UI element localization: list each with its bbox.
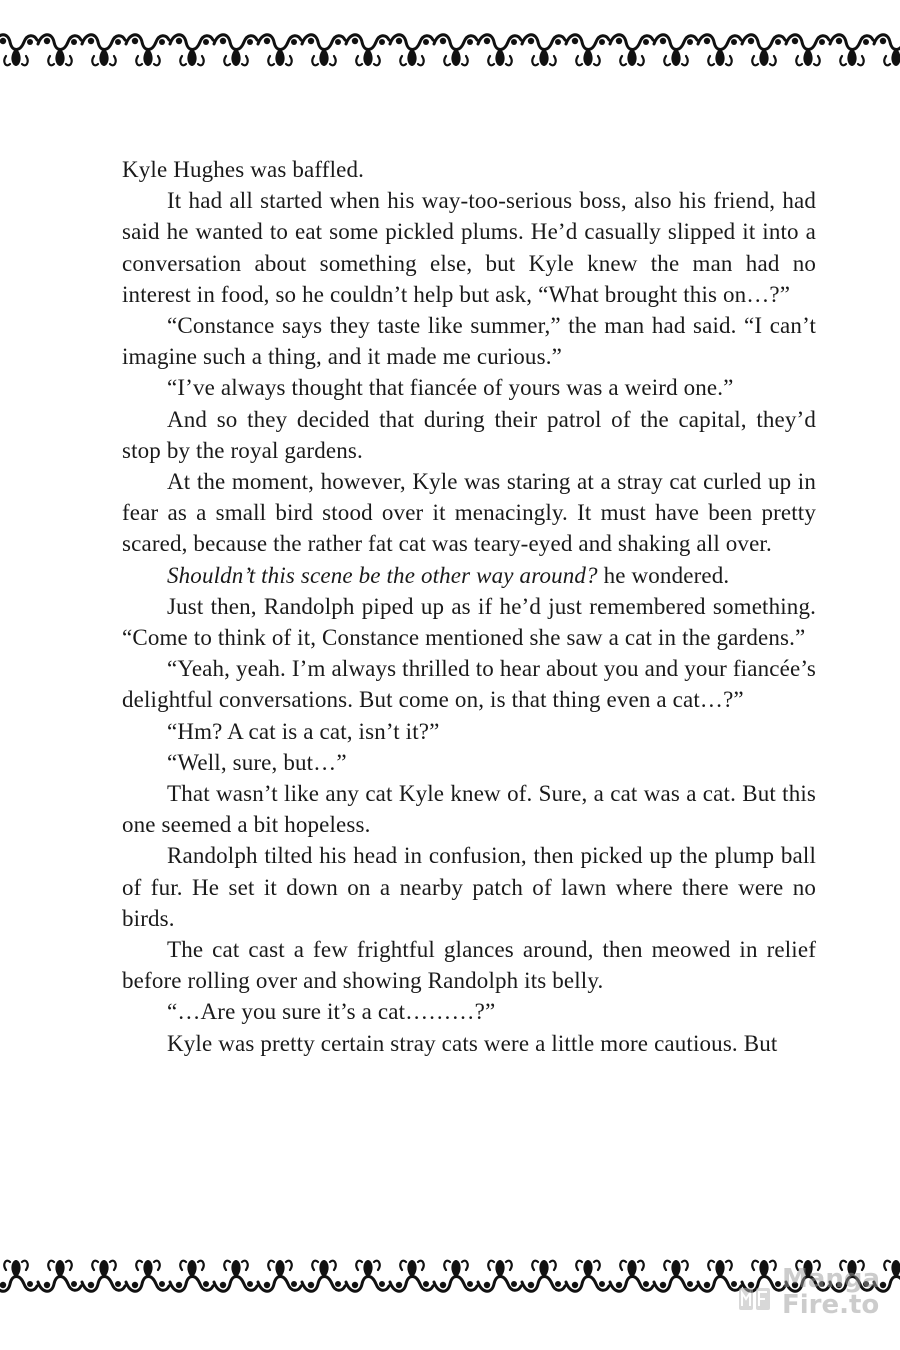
paragraph-text: It had all started when his way-too-serious boss, also his friend, had said he wanted to eat some pickled plums. He’d casually slipped it into a conversation about something else, but Kyle knew the man had no interest in food, so he couldn’t help but ask, “What brought this on…?” xyxy=(122,188,816,307)
paragraph-text: he wondered. xyxy=(597,562,730,588)
paragraph-text: “Constance says they taste like summer,” the man had said. “I can’t imagine such a thing, and it made me curious.” xyxy=(122,313,816,370)
paragraph-text: “I’ve always thought that fiancée of yours was a weird one.” xyxy=(167,375,734,401)
paragraph xyxy=(122,154,816,185)
paragraph-text: And so they decided that during their patrol of the capital, they’d stop by the royal gardens. xyxy=(122,406,816,463)
paragraph xyxy=(122,716,816,747)
top-ornamental-border xyxy=(0,22,900,78)
paragraph-text: “Yeah, yeah. I’m always thrilled to hear about you and your fiancée’s delightful conversations. But come on, is that thing even a cat…?” xyxy=(122,656,816,713)
paragraph xyxy=(122,934,816,996)
paragraph-text: Kyle Hughes was baffled. xyxy=(122,157,365,182)
watermark xyxy=(738,1262,888,1322)
paragraph xyxy=(122,840,816,934)
paragraph xyxy=(122,653,816,715)
paragraph xyxy=(122,996,816,1027)
paragraph-text: Randolph tilted his head in confusion, then picked up the plump ball of fur. He set it down on a nearby patch of lawn where there were no birds. xyxy=(122,843,816,931)
paragraph xyxy=(122,372,816,403)
paragraph xyxy=(122,404,816,466)
watermark-line-2: Fire.to xyxy=(782,1290,880,1320)
paragraph xyxy=(122,747,816,778)
mangafire-logo-icon xyxy=(738,1284,772,1314)
paragraph xyxy=(122,185,816,310)
paragraph-text: Just then, Randolph piped up as if he’d just remembered something. “Come to think of it, Constance mentioned she saw a cat in the gardens.” xyxy=(122,593,816,651)
paragraph-text: At the moment, however, Kyle was staring at a stray cat curled up in fear as a small bird stood over it menacingly. It must have been pretty scared, because the rather fat cat was teary-eyed and shaking all over. xyxy=(122,469,816,557)
paragraph-text: “Hm? A cat is a cat, isn’t it?” xyxy=(167,718,440,744)
paragraph xyxy=(122,466,816,560)
paragraph xyxy=(122,1028,816,1059)
paragraph-text: That wasn’t like any cat Kyle knew of. Sure, a cat was a cat. But this one seemed a bit hopeless. xyxy=(122,781,816,838)
paragraph xyxy=(122,778,816,840)
paragraph xyxy=(122,560,816,591)
paragraph xyxy=(122,591,816,653)
page-body-text xyxy=(122,154,816,1059)
paragraph-text: Kyle was pretty certain stray cats were a little more cautious. But xyxy=(167,1030,778,1056)
italic-thought: Shouldn’t this scene be the other way around? xyxy=(167,562,598,588)
paragraph-text: The cat cast a few frightful glances around, then meowed in relief before rolling over and showing Randolph its belly. xyxy=(122,937,816,994)
watermark-line-1: Manga xyxy=(782,1264,881,1294)
paragraph xyxy=(122,310,816,372)
paragraph-text: “…Are you sure it’s a cat………?” xyxy=(167,999,496,1025)
paragraph-text: “Well, sure, but…” xyxy=(167,749,347,775)
